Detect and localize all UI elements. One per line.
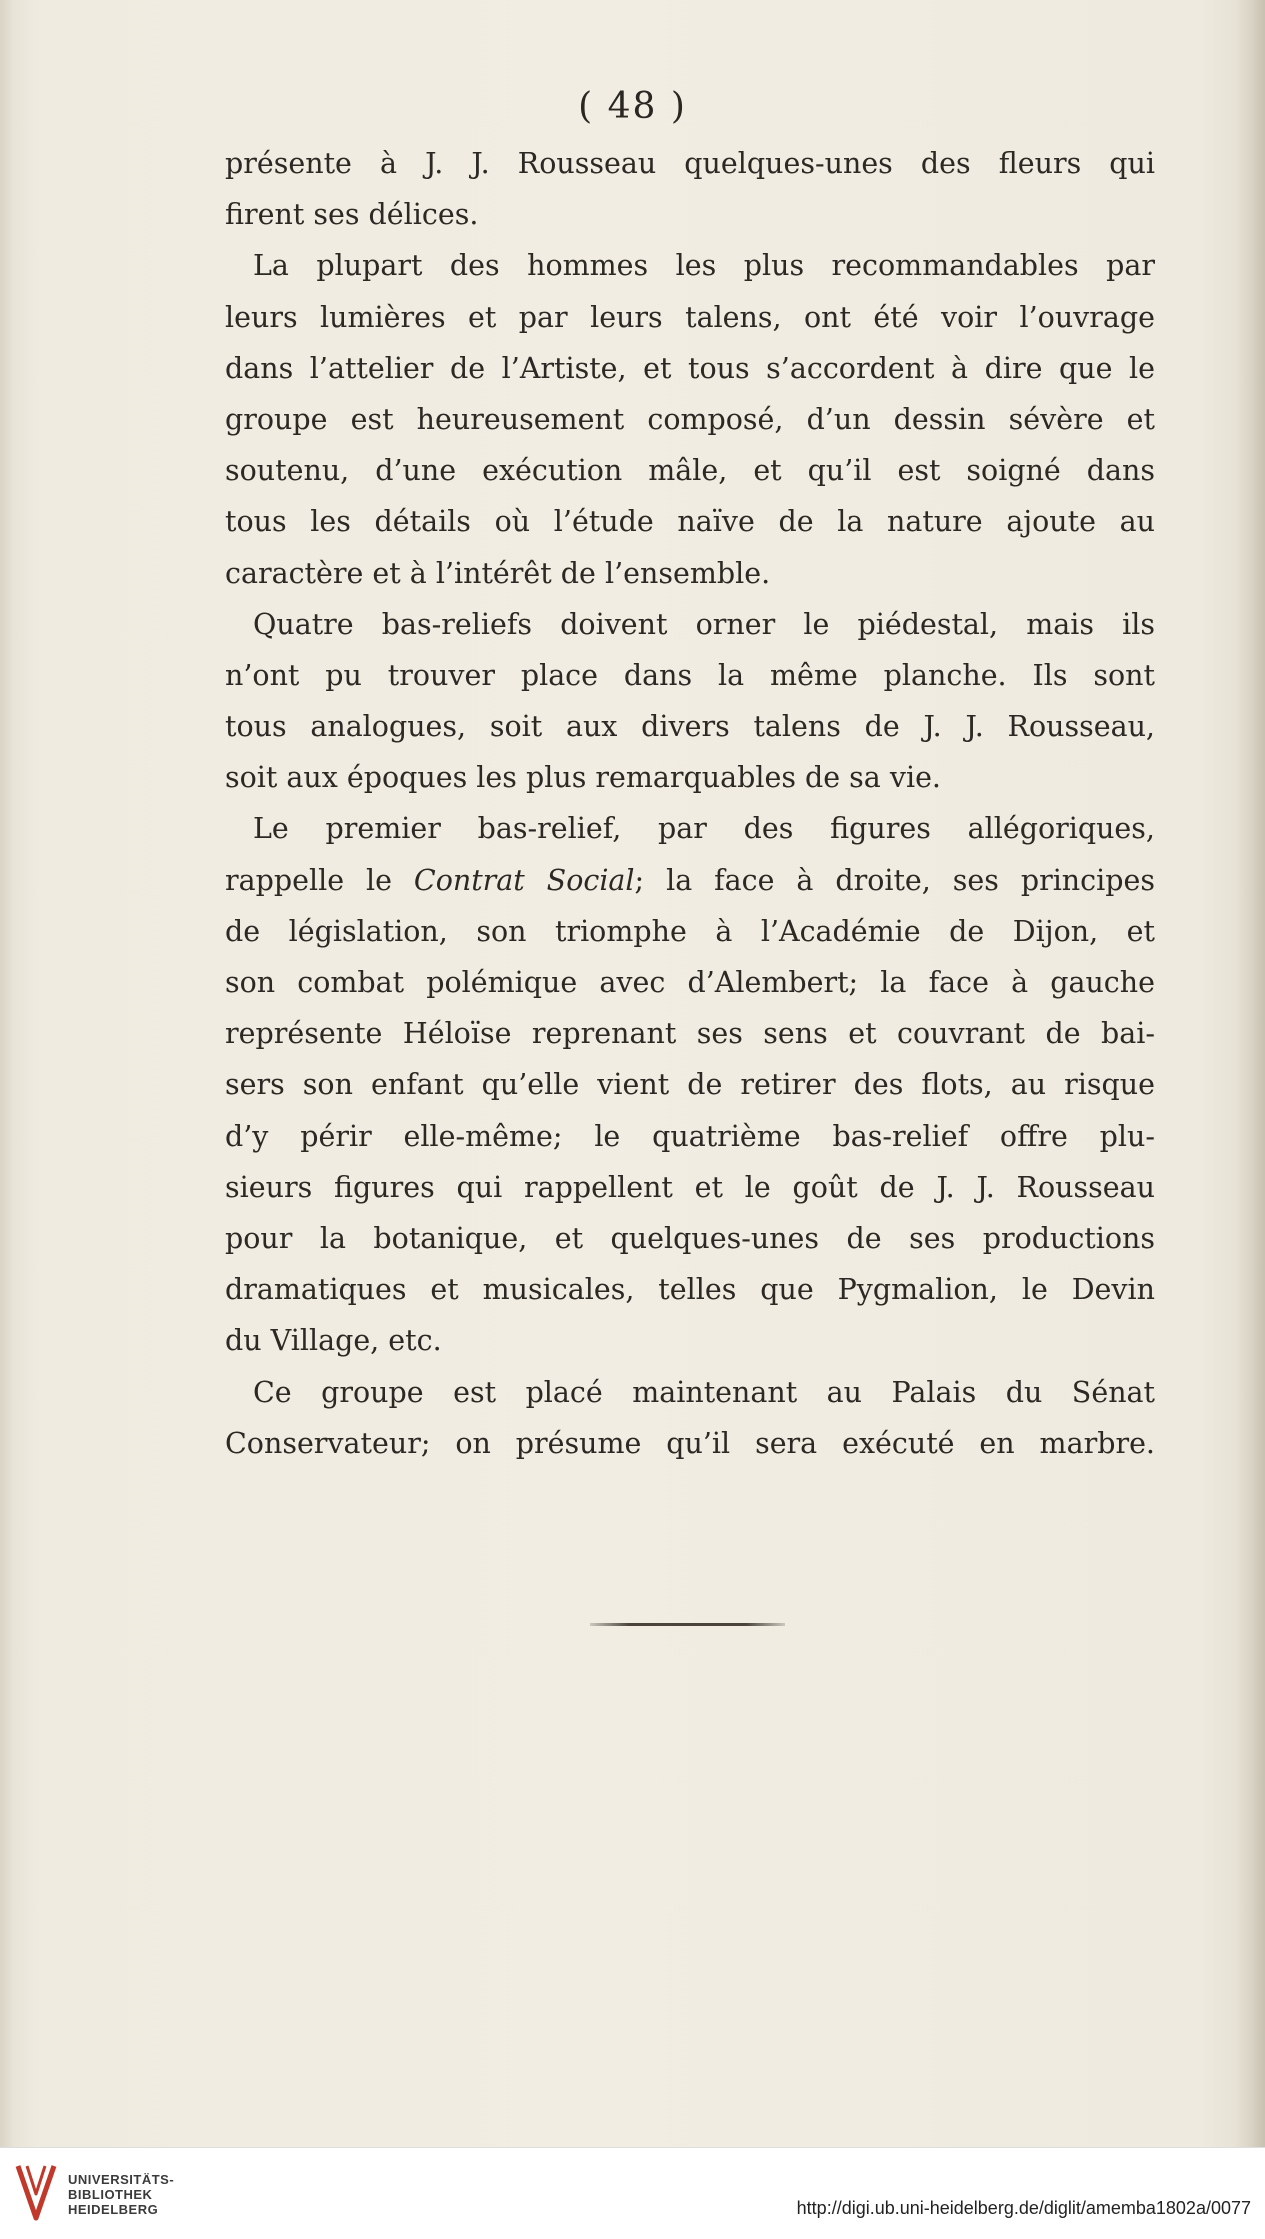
text-line: présente à J. J. Rousseau quelques-unes des fleurs qui	[225, 147, 1155, 180]
text-line: Ce groupe est placé maintenant au Palais du Sénat	[253, 1375, 1155, 1409]
text-line: dans l’attelier de l’Artiste, et tous s’accordent à dire que le	[225, 351, 1155, 385]
page-number: ( 48 )	[578, 86, 687, 127]
library-name-line: HEIDELBERG	[68, 2202, 159, 2217]
text-line: Quatre bas-reliefs doivent orner le piédestal, mais ils	[253, 607, 1155, 641]
text-line: son combat polémique avec d’Alembert; la face à gauche	[225, 966, 1155, 999]
text-line: Le premier bas-relief, par des figures allégoriques,	[253, 812, 1155, 846]
text-line: leurs lumières et par leurs talens, ont été voir l’ouvrage	[225, 300, 1155, 334]
text-line: pour la botanique, et quelques-unes de ses productions	[225, 1221, 1155, 1255]
text-line: caractère et à l’intérêt de l’ensemble.	[225, 556, 771, 590]
library-footer	[0, 2147, 1265, 2239]
text-line: du Village, etc.	[225, 1324, 442, 1358]
library-logo-icon	[14, 2160, 58, 2224]
permalink[interactable]: http://digi.ub.uni-heidelberg.de/diglit/amemba1802a/0077	[796, 2198, 1251, 2218]
text-line: de législation, son triomphe à l’Académie de Dijon, et	[225, 914, 1155, 948]
library-name	[68, 2172, 174, 2217]
text-line: La plupart des hommes les plus recommandables par	[253, 249, 1155, 283]
text-line: dramatiques et musicales, telles que Pygmalion, le Devin	[225, 1273, 1155, 1307]
text-line: n’ont pu trouver place dans la même planche. Ils sont	[225, 658, 1155, 692]
text-line: sieurs figures qui rappellent et le goût de J. J. Rousseau	[225, 1170, 1155, 1204]
text-line: groupe est heureusement composé, d’un dessin sévère et	[225, 402, 1155, 436]
text-fragment: rappelle le	[225, 863, 414, 897]
page-body	[225, 138, 1155, 1469]
section-rule	[590, 1623, 785, 1626]
text-line: soutenu, d’une exécution mâle, et qu’il est soigné dans	[225, 454, 1155, 488]
text-line: soit aux époques les plus remarquables de sa vie.	[225, 761, 941, 795]
text-line: tous les détails où l’étude naïve de la nature ajoute au	[225, 505, 1155, 539]
text-line: tous analogues, soit aux divers talens de J. J. Rousseau,	[225, 710, 1155, 744]
library-name-line: BIBLIOTHEK	[68, 2187, 153, 2202]
text-line: sers son enfant qu’elle vient de retirer des flots, au risque	[225, 1068, 1155, 1102]
italic-title: Contrat Social	[413, 863, 635, 897]
text-line-with-italic	[225, 855, 1155, 906]
text-line: firent ses délices.	[225, 198, 479, 232]
library-name-line: UNIVERSITÄTS-	[68, 2172, 175, 2187]
text-line: représente Héloïse reprenant ses sens et couvrant de bai-	[225, 1017, 1155, 1051]
text-line: Conservateur; on présume qu’il sera exécuté en marbre.	[225, 1426, 1155, 1460]
text-fragment: ; la face à droite, ses principes	[634, 863, 1155, 897]
text-line: d’y périr elle-même; le quatrième bas-relief offre plu-	[225, 1119, 1155, 1153]
